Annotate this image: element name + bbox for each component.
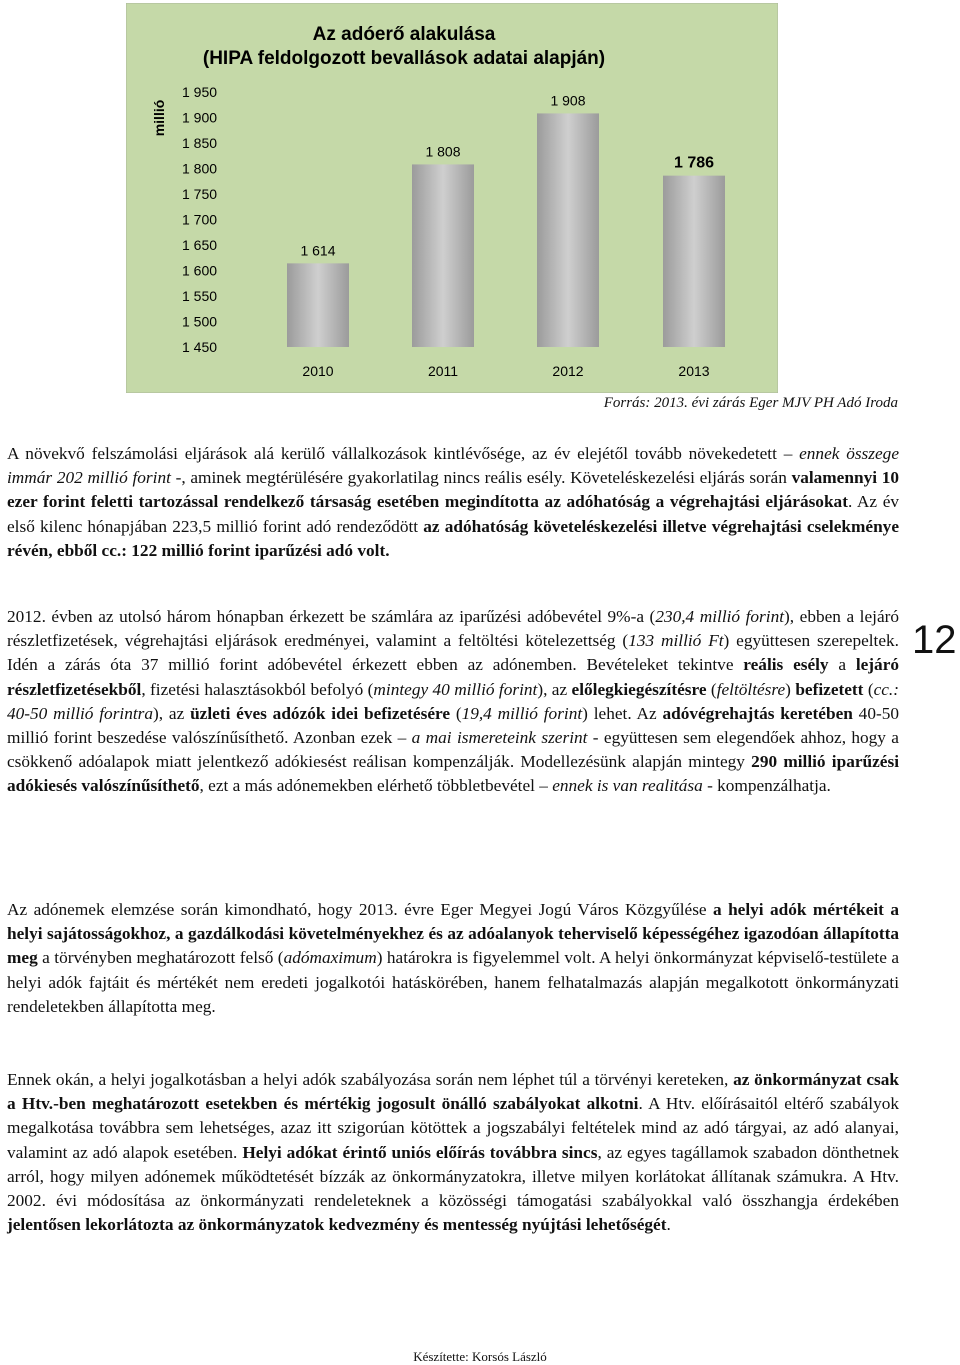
text-run: lejáró részletfizetésekből — [7, 655, 900, 699]
text-run: 133 millió Ft — [628, 631, 724, 651]
data-label: 1 786 — [673, 154, 715, 172]
text-run: ( — [450, 703, 462, 723]
text-run: ), az — [537, 679, 572, 699]
text-run: -, aminek megtérülésére gyakorlatilag nincs reális esély. Követeléskezelési eljárás során — [170, 468, 792, 488]
text-run: , ezt a más adónemekben elérhető többletbevétel – — [199, 776, 553, 796]
text-run: ), az — [153, 703, 191, 723]
text-run: adómaximum — [283, 948, 377, 968]
data-label: 1 614 — [300, 242, 336, 259]
x-tick-label: 2012 — [552, 363, 584, 379]
text-run: mintegy 40 millió forint — [373, 679, 538, 699]
y-tick-label: 1 750 — [182, 186, 218, 202]
text-run: 230,4 millió forint — [655, 607, 785, 626]
paragraph-4 — [7, 1068, 899, 1237]
text-run: adóvégrehajtás keretében — [662, 703, 853, 723]
text-run: ) — [785, 679, 796, 699]
bar — [412, 164, 474, 347]
x-tick-label: 2013 — [678, 363, 710, 379]
y-axis-label: millió — [151, 99, 167, 137]
text-run: ) lehet. Az — [582, 703, 663, 723]
bar-chart — [126, 3, 778, 393]
text-run: 2012. évben az utolsó három hónapban érkezett be számlára az iparűzési adóbevétel 9%-a ( — [7, 607, 656, 626]
y-tick-label: 1 650 — [182, 237, 218, 253]
y-tick-label: 1 500 — [182, 313, 218, 330]
text-run: ) együttesen szerepeltek. Idén a zárás óta 37 millió forint adóbevétel érkezett ebben az adónemben. Bevételeket tekintve — [7, 631, 899, 675]
text-run: befizetett — [795, 679, 864, 699]
footer-author: Készítette: Korsós László — [413, 1349, 547, 1364]
text-run: a — [828, 655, 856, 675]
y-tick-label: 1 550 — [182, 288, 218, 304]
text-run: . Az év első kilenc hónapjában 223,5 millió forint adó rendeződött — [7, 492, 899, 536]
text-run: üzleti éves adózók idei befizetésére — [190, 703, 451, 723]
text-run: feltöltésre — [716, 679, 786, 699]
x-tick-label: 2011 — [427, 363, 459, 379]
text-run: ), ebben a lejáró részletfizetések, végrehajtási eljárások eredményei, valamint a feltöltési kötelezettség ( — [7, 607, 900, 651]
y-tick-label: 1 450 — [182, 339, 218, 355]
page-number: 12 — [912, 618, 957, 662]
bar — [537, 113, 599, 347]
text-run: Ennek okán, a helyi jogalkotásban a helyi adók szabályozása során nem léphet túl a törvényi kereteken, — [7, 1070, 734, 1089]
data-label: 1 908 — [550, 92, 586, 109]
text-run: előlegkiegészítésre — [571, 679, 707, 699]
text-run: - kompenzálhatja. — [702, 776, 831, 796]
y-tick-label: 1 950 — [182, 84, 218, 100]
text-run: ) határokra is figyelemmel volt. A helyi önkormányzat képviselő-testülete a helyi adók fajtáit és mértékét nem eredeti jogalkotói hatáskörében, hanem felhatalmazás alapján megalkotott önkormányzati rendeletekben állapította meg. — [7, 948, 899, 1016]
chart-source: Forrás: 2013. évi zárás Eger MJV PH Adó Iroda — [603, 395, 898, 411]
chart-subtitle: (HIPA feldolgozott bevallások adatai alapján) — [202, 48, 606, 69]
y-tick-label: 1 600 — [182, 262, 218, 279]
text-run: reális esély — [743, 655, 829, 675]
x-tick-label: 2010 — [302, 363, 334, 379]
text-run: . A Htv. előírásaitól eltérő szabályok megalkotása továbbra sem lehetséges, azaz itt szigorúan kötöttek a jogszabályi feltételek mind az adó tárgyai, az adó alanyai, valamint az adó alapok esetében. — [7, 1094, 899, 1162]
paragraph-3 — [7, 898, 899, 1019]
text-run: valamennyi 10 ezer forint feletti tartozással rendelkező társaság esetében megindította az adóhatóság a végrehajtási eljárásokat — [7, 468, 900, 512]
text-run: ( — [706, 679, 717, 699]
paragraph-1 — [7, 442, 899, 563]
text-run: 40-50 millió forint beszedése valószínűsíthető. Azonban ezek – — [7, 703, 899, 748]
text-run: ennek is van realitása — [552, 776, 703, 796]
chart — [126, 3, 778, 393]
text-run: az adóhatóság követeléskezelési illetve végrehajtási cselekménye révén, ebből cc.: 122 millió forint iparűzési adó volt. — [7, 516, 899, 560]
text-run: 290 millió iparűzési adókiesés valószínűsíthető — [7, 752, 899, 796]
y-tick-label: 1 900 — [182, 109, 218, 126]
text-run: az önkormányzat csak a Htv.-ben meghatározott esetekben és mértékig jogosult önálló szabályokat alkotni — [7, 1070, 899, 1114]
text-run: a helyi adók mértékeit a helyi sajátosságokhoz, a gazdálkodási követelményekhez és az adóalanyok teherviselő képességéhez igazodóan állapította meg — [7, 900, 899, 968]
text-run: cc.: 40-50 millió forintra — [7, 679, 900, 723]
text-run: Helyi adókat érintő uniós előírás továbbra sincs — [242, 1142, 598, 1162]
text-run: jelentősen lekorlátozta az önkormányzatok kedvezmény és mentesség nyújtási lehetőségét — [7, 1215, 667, 1235]
text-run: 19,4 millió forint — [461, 703, 583, 723]
text-run: a mai ismereteink szerint — [411, 728, 588, 748]
y-tick-label: 1 800 — [182, 160, 218, 177]
text-run: ( — [863, 679, 874, 699]
y-tick-label: 1 850 — [182, 135, 218, 151]
data-label: 1 808 — [425, 143, 461, 160]
text-run: Az adónemek elemzése során kimondható, hogy 2013. évre Eger Megyei Jogú Város Közgyűlése — [7, 900, 714, 919]
paragraph-2 — [7, 605, 899, 799]
chart-title: Az adóerő alakulása — [312, 24, 496, 45]
text-run: , fizetési halasztásokból befolyó ( — [141, 679, 374, 699]
text-run: a törvényben meghatározott felső ( — [37, 948, 284, 968]
text-run: A növekvő felszámolási eljárások alá kerülő vállalkozások kintlévősége, az év elejétől tovább növekedetett – — [7, 444, 800, 463]
text-run: , az egyes tagállamok szabadon dönthetnek arról, hogy milyen adónemek működtetését bízzák az önkormányzatokra, illetve milyen korlátokat állítanak számukra. A Htv. 2002. évi módosítása az önkormányzati rendeleteknek a közösségi támogatási szabályokkal való összhangja érdekében — [7, 1142, 899, 1211]
y-tick-label: 1 700 — [182, 211, 218, 228]
text-run: . — [666, 1215, 671, 1235]
bar — [287, 263, 349, 347]
text-run: - együttesen sem elegendőek ahhoz, hogy a csökkenő adóalapok miatt jelentkező adókiesést reálisan kompenzálják. Modellezésünk alapján mintegy — [7, 728, 899, 772]
text-run: ennek összege immár 202 millió forint — [7, 444, 899, 488]
bar — [663, 176, 725, 347]
